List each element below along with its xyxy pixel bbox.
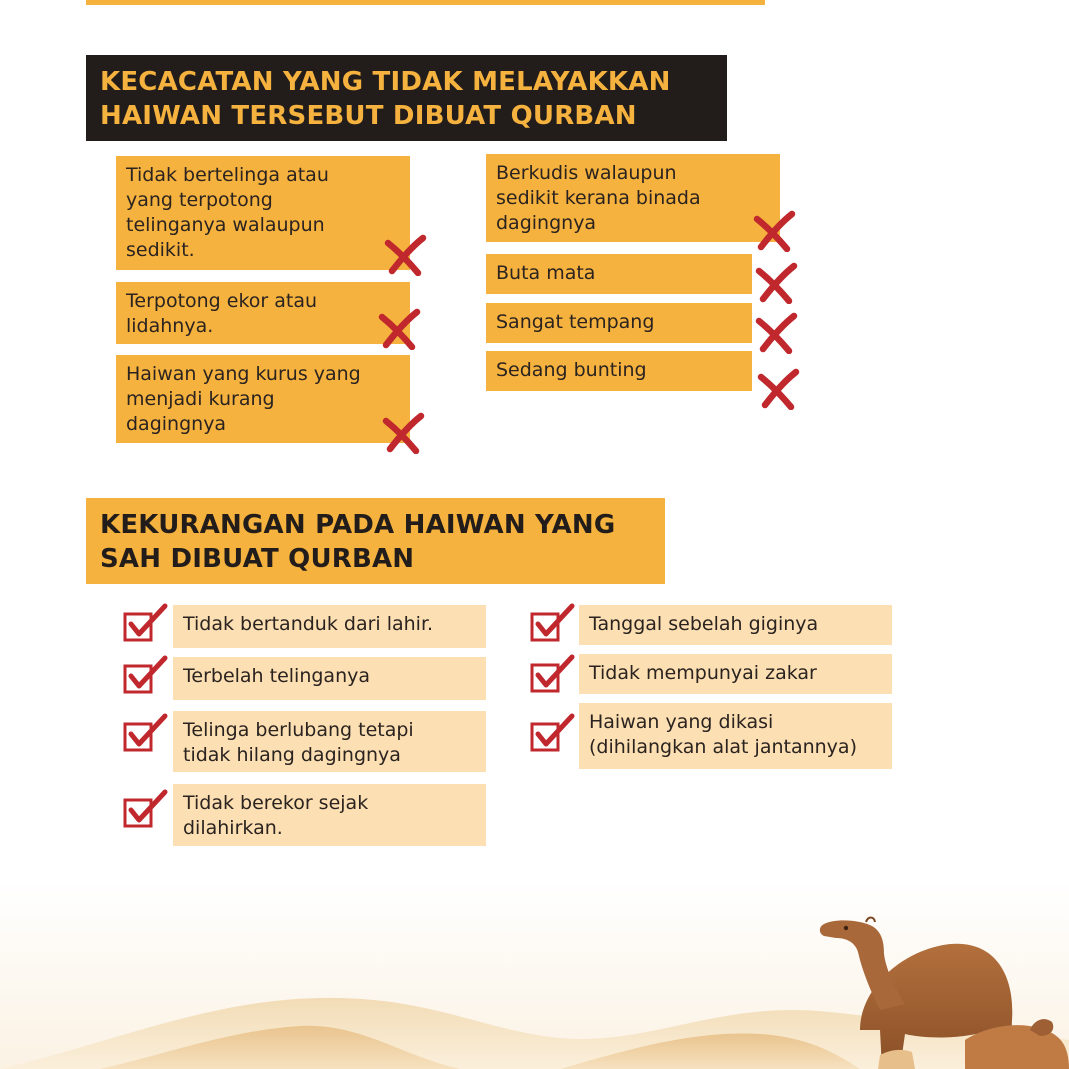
defect-text: Buta mata xyxy=(496,262,596,284)
allowed-text: tidak hilang dagingnya xyxy=(183,744,401,766)
defect-item xyxy=(116,355,410,443)
checkbox-check-icon xyxy=(123,602,173,644)
allowed-item xyxy=(173,711,486,772)
allowed-text: Tanggal sebelah giginya xyxy=(589,613,819,635)
heading-eligible-line-2: SAH DIBUAT QURBAN xyxy=(100,544,415,574)
checkbox-check-icon xyxy=(123,654,173,696)
allowed-text: dilahirkan. xyxy=(183,817,283,839)
allowed-item xyxy=(579,703,892,769)
defect-item xyxy=(486,303,752,343)
defect-text: Sedang bunting xyxy=(496,359,647,381)
checkbox-check-icon xyxy=(530,602,580,644)
allowed-text: Tidak berekor sejak xyxy=(183,792,369,814)
heading-eligible-line-1: KEKURANGAN PADA HAIWAN YANG xyxy=(100,510,616,540)
defect-text: yang terpotong xyxy=(126,189,273,211)
allowed-text: Tidak mempunyai zakar xyxy=(589,662,817,684)
defect-item xyxy=(116,156,410,270)
defect-item xyxy=(486,351,752,391)
allowed-item xyxy=(579,605,892,645)
x-mark-icon xyxy=(383,234,427,276)
desert-camel-illustration xyxy=(0,880,1069,1069)
allowed-text: Haiwan yang dikasi xyxy=(589,711,774,733)
defect-text: Tidak bertelinga atau xyxy=(126,164,329,186)
defect-text: Terpotong ekor atau xyxy=(126,290,318,312)
defect-text: dagingnya xyxy=(126,413,227,435)
checkbox-check-icon xyxy=(530,653,580,695)
allowed-item xyxy=(173,784,486,846)
heading-not-eligible-line-1: KECACATAN YANG TIDAK MELAYAKKAN xyxy=(100,67,671,97)
defect-text: Haiwan yang kurus yang xyxy=(126,363,361,385)
allowed-text: Terbelah telinganya xyxy=(183,665,371,687)
x-mark-icon xyxy=(756,368,800,410)
allowed-text: (dihilangkan alat jantannya) xyxy=(589,736,857,758)
defect-text: Sangat tempang xyxy=(496,311,655,333)
allowed-item xyxy=(173,605,486,648)
heading-not-eligible-line-2: HAIWAN TERSEBUT DIBUAT QURBAN xyxy=(100,101,637,131)
defect-item xyxy=(486,154,780,242)
x-mark-icon xyxy=(381,412,425,454)
checkbox-check-icon xyxy=(123,788,173,830)
defect-item xyxy=(116,282,410,344)
allowed-text: Telinga berlubang tetapi xyxy=(183,719,414,741)
defect-text: telinganya walaupun xyxy=(126,214,325,236)
defect-text: menjadi kurang xyxy=(126,388,275,410)
allowed-text: Tidak bertanduk dari lahir. xyxy=(183,613,434,635)
checkbox-check-icon xyxy=(530,712,580,754)
heading-eligible xyxy=(86,498,665,584)
x-mark-icon xyxy=(754,262,798,304)
defect-text: Berkudis walaupun xyxy=(496,162,677,184)
defect-text: lidahnya. xyxy=(126,315,214,337)
allowed-item xyxy=(579,654,892,694)
top-divider-bar xyxy=(86,0,765,5)
defect-item xyxy=(486,254,752,294)
allowed-item xyxy=(173,657,486,700)
x-mark-icon xyxy=(752,210,796,252)
heading-not-eligible xyxy=(86,55,727,141)
defect-text: dagingnya xyxy=(496,212,597,234)
x-mark-icon xyxy=(754,312,798,354)
x-mark-icon xyxy=(377,308,421,350)
defect-text: sedikit kerana binada xyxy=(496,187,701,209)
defect-text: sedikit. xyxy=(126,239,195,261)
checkbox-check-icon xyxy=(123,712,173,754)
